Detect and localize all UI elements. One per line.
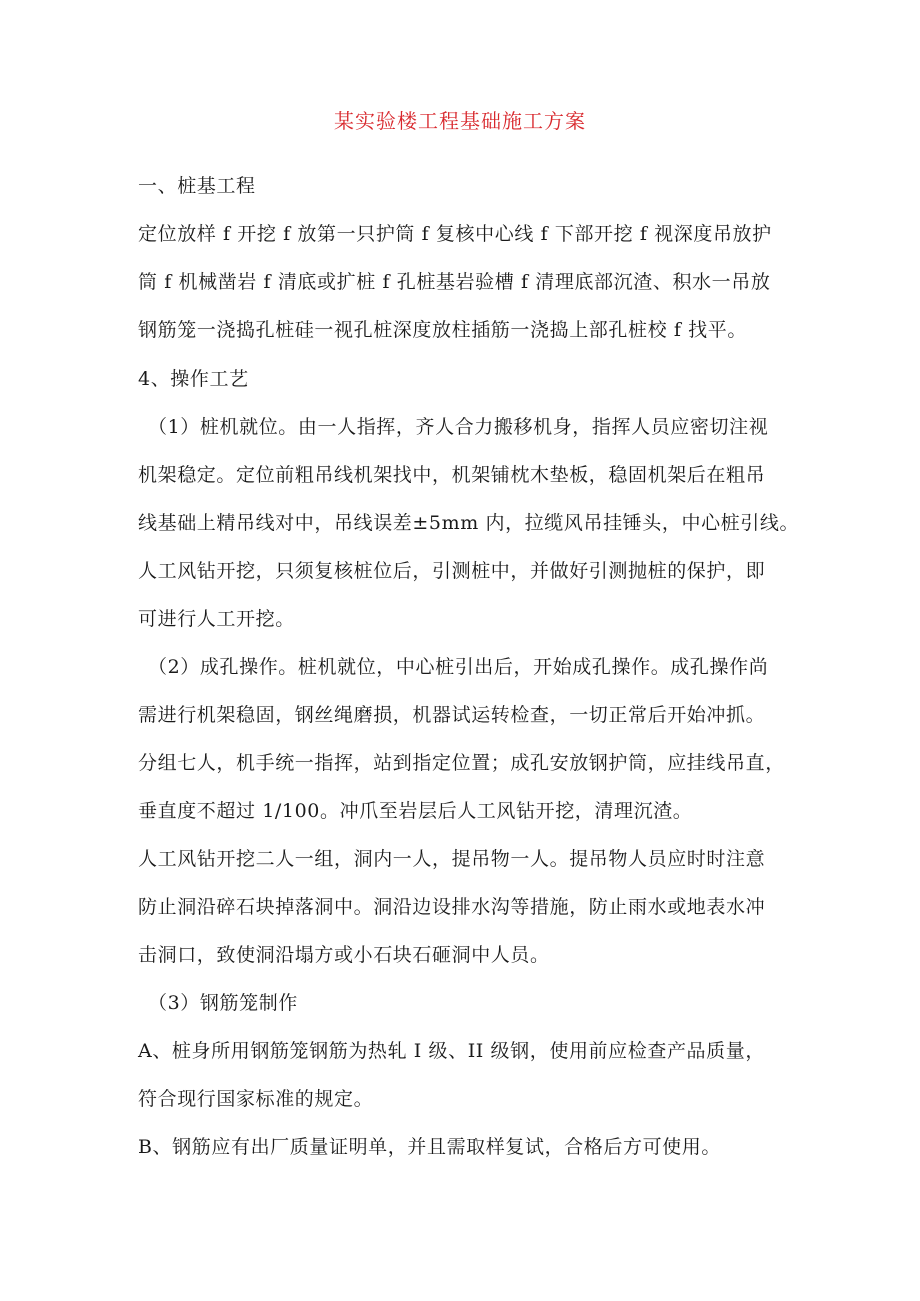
paragraph-line: 钢筋笼一浇捣孔桩硅一视孔桩深度放柱插筋一浇捣上部孔桩校 f 找平。 [138, 319, 747, 341]
paragraph-line: B、钢筋应有出厂质量证明单，并且需取样复试，合格后方可使用。 [138, 1136, 721, 1158]
subsection-heading-rebar-cage: （3）钢筋笼制作 [148, 992, 298, 1014]
paragraph-line: 符合现行国家标准的规定。 [138, 1088, 374, 1110]
paragraph-line: 防止洞沿碎石块掉落洞中。洞沿边设排水沟等措施，防止雨水或地表水冲 [138, 896, 766, 918]
paragraph-line: 机架稳定。定位前粗吊线机架找中，机架铺枕木垫板，稳固机架后在粗吊 [138, 464, 766, 486]
paragraph-line: 分组七人，机手统一指挥，站到指定位置；成孔安放钢护筒，应挂线吊直， [138, 752, 785, 774]
paragraph-line: 线基础上精吊线对中，吊线误差±5mm 内，拉缆风吊挂锤头，中心桩引线。 [138, 512, 800, 534]
document-title: 某实验楼工程基础施工方案 [334, 109, 586, 133]
paragraph-line: 人工风钻开挖二人一组，洞内一人，提吊物一人。提吊物人员应时时注意 [138, 848, 766, 870]
section-heading-pile-foundation: 一、桩基工程 [138, 175, 256, 197]
paragraph-line: 筒 f 机械凿岩 f 清底或扩桩 f 孔桩基岩验槽 f 清理底部沉渣、积水一吊放 [138, 271, 771, 293]
paragraph-line: 需进行机架稳固，钢丝绳磨损，机器试运转检查，一切正常后开始冲抓。 [138, 704, 766, 726]
section-heading-operation-process: 4、操作工艺 [138, 368, 249, 390]
paragraph-line: A、桩身所用钢筋笼钢筋为热轧 I 级、II 级钢，使用前应检查产品质量， [138, 1040, 765, 1062]
paragraph-line: 击洞口，致使洞沿塌方或小石块石砸洞中人员。 [138, 944, 550, 966]
paragraph-line: （2）成孔操作。桩机就位，中心桩引出后，开始成孔操作。成孔操作尚 [148, 656, 769, 678]
paragraph-line: 可进行人工开挖。 [138, 608, 295, 630]
paragraph-line: 人工风钻开挖，只须复核桩位后，引测桩中，并做好引测抛桩的保护，即 [138, 560, 766, 582]
paragraph-line: （1）桩机就位。由一人指挥，齐人合力搬移机身，指挥人员应密切注视 [148, 416, 769, 438]
paragraph-line: 定位放样 f 开挖 f 放第一只护筒 f 复核中心线 f 下部开挖 f 视深度吊放护 [138, 223, 772, 245]
paragraph-line: 垂直度不超过 1/100。冲爪至岩层后人工风钻开挖，清理沉渣。 [138, 800, 693, 822]
